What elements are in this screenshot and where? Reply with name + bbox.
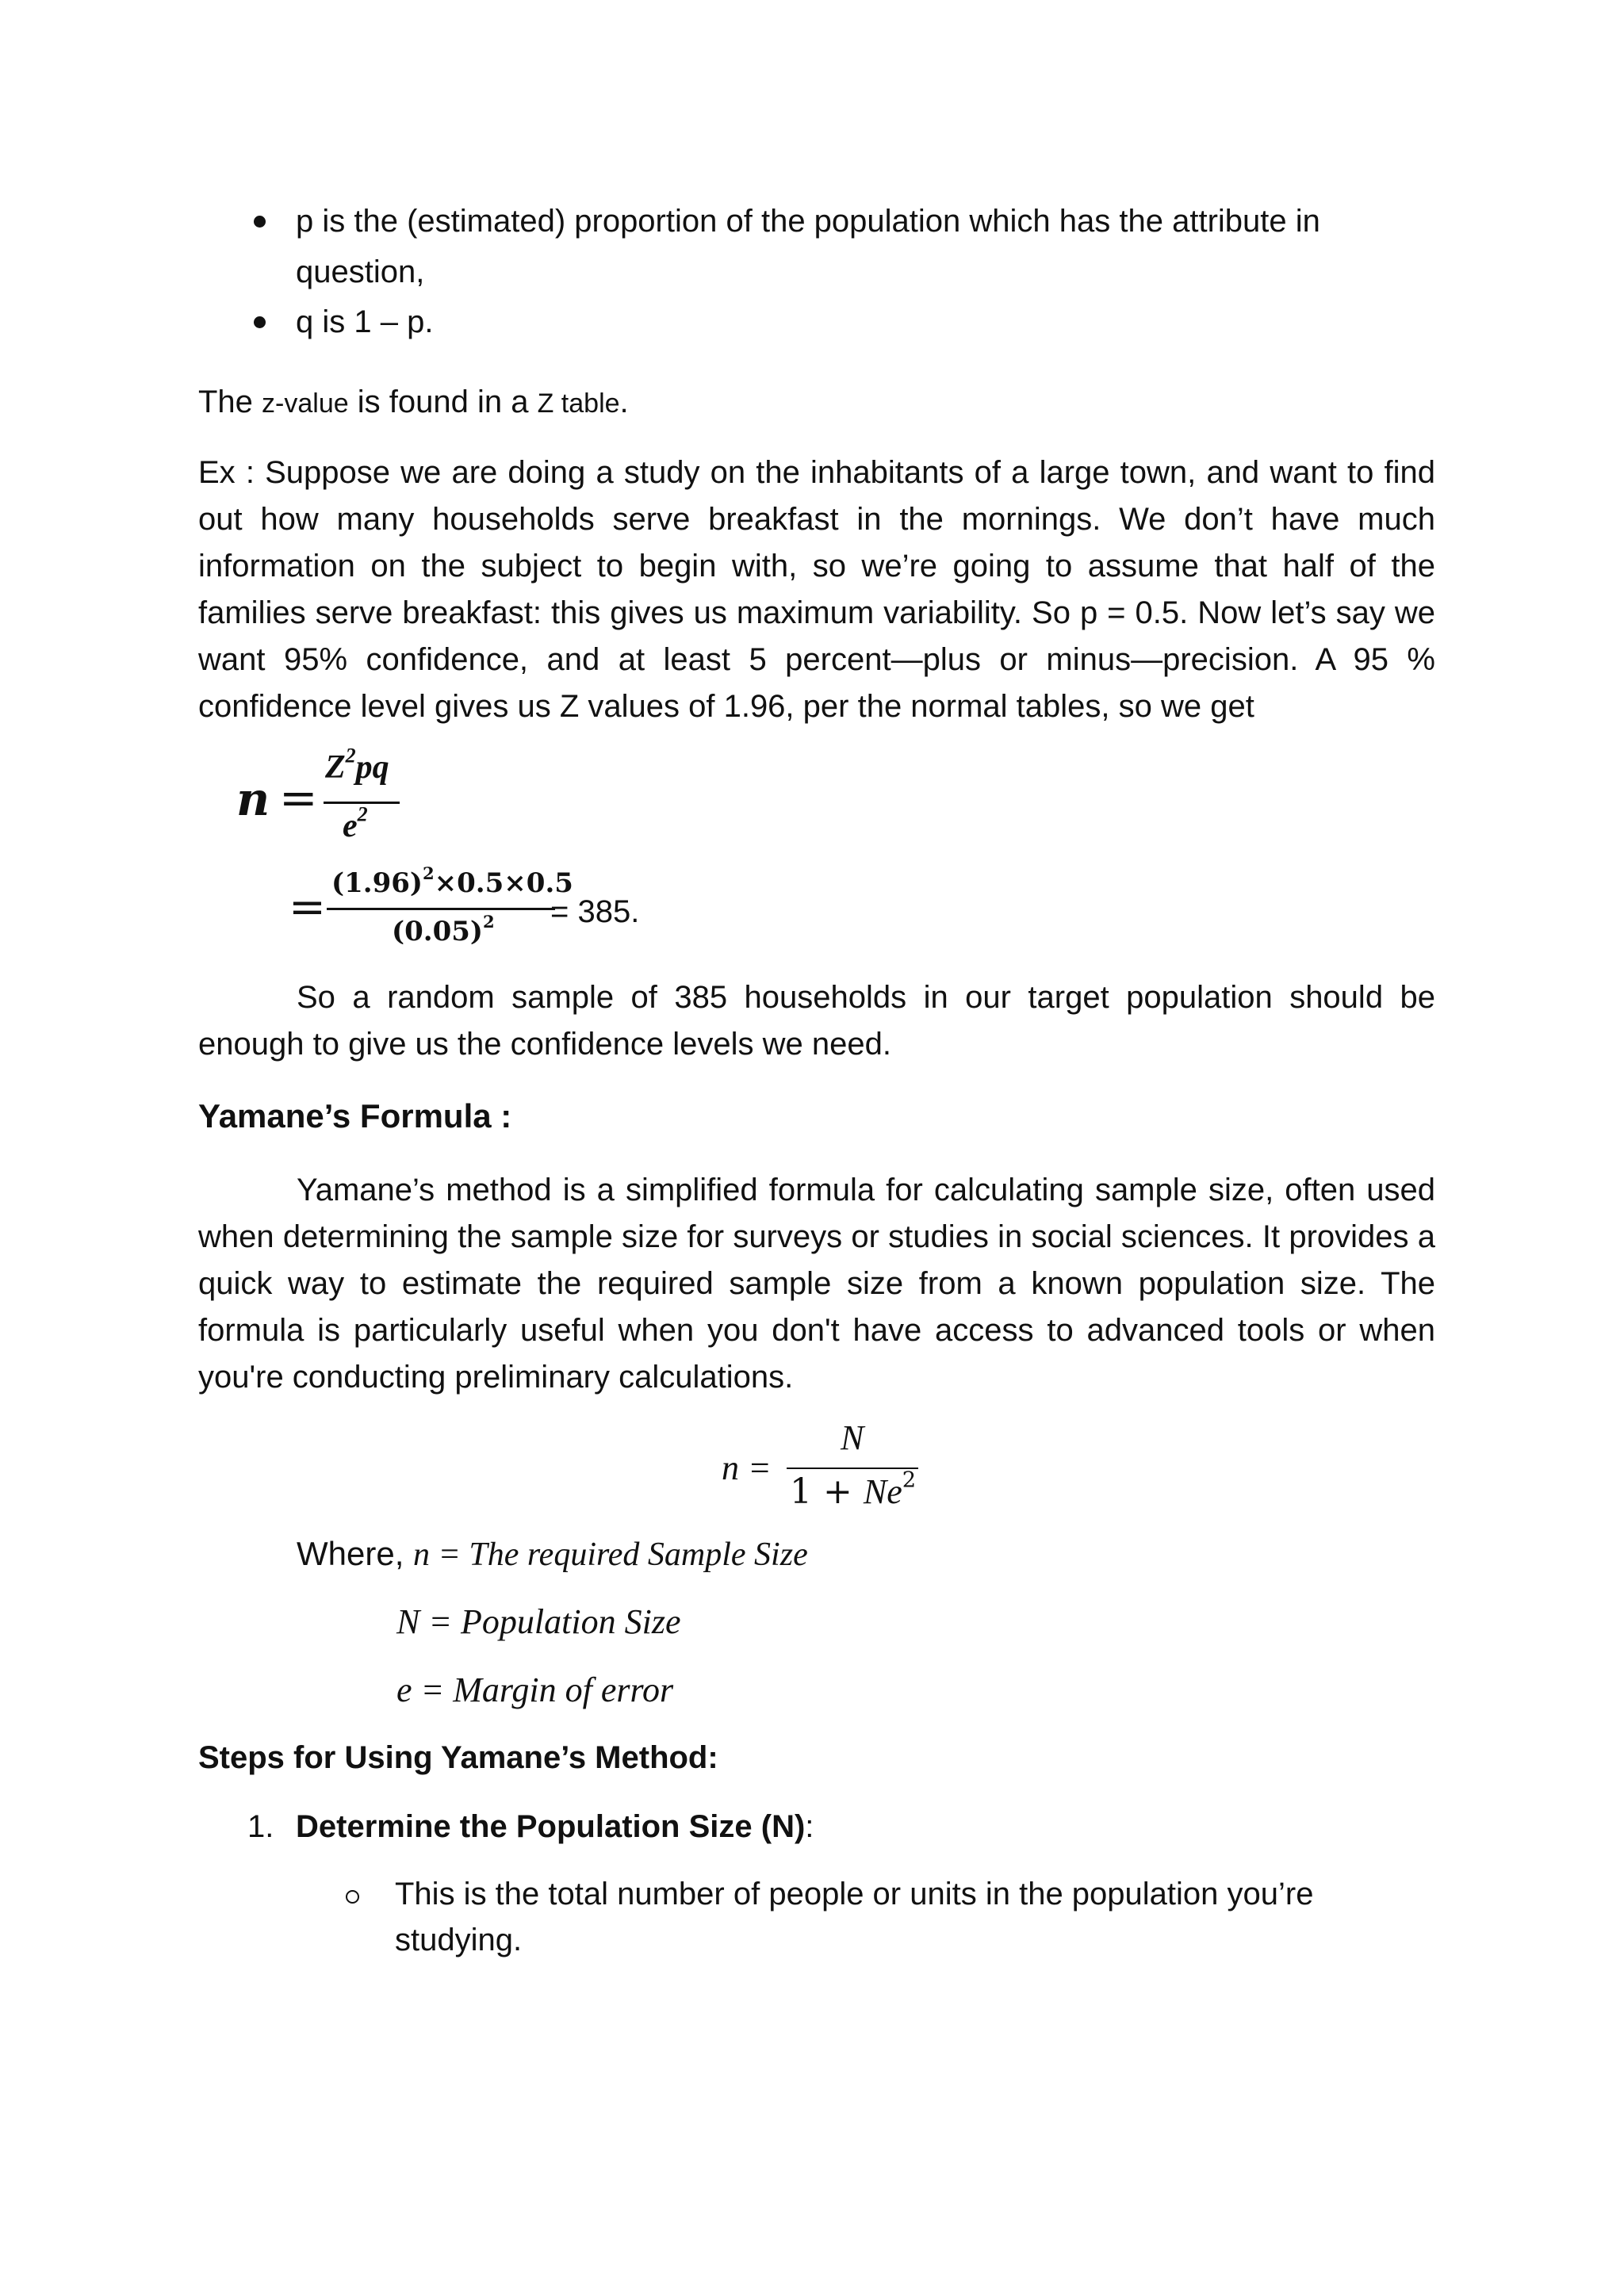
step-1-suffix: :	[805, 1809, 814, 1844]
zvalue-text-2: is found in a	[348, 385, 538, 419]
formula2-num-exp: 2	[422, 863, 435, 884]
formula3-den-ne: Ne	[863, 1472, 902, 1511]
formula2-den-exp: 2	[482, 912, 495, 932]
definition-2: N = Population Size	[396, 1602, 681, 1641]
step-1	[296, 1804, 814, 1850]
bullet-dot	[254, 216, 266, 228]
step-1-title: Determine the Population Size (N)	[296, 1809, 806, 1844]
example-paragraph: Ex : Suppose we are doing a study on the inhabitants of a large town, and want to find out how many households serve breakfast in the mornings. We don’t have much information on the subject to begin with, so we’re going to assume that half of the families serve breakfast: this gives us maximum variability. So p = 0.5. Now let’s say we want 95% confidence, and at least 5 percent—plus or minus—precision. A 95 % confidence level gives us Z values of 1.96, per the normal tables, so we get	[198, 455, 1435, 724]
formula1-denominator	[343, 802, 368, 845]
formula3-den-exp: 2	[902, 1468, 917, 1493]
formula3-numerator: N	[841, 1418, 864, 1457]
sub-bullet-line-2: studying.	[395, 1923, 523, 1957]
formula3-den-one-plus: 1 +	[790, 1471, 864, 1512]
formula1-equals: =	[279, 771, 318, 825]
formula1-n: n	[236, 772, 270, 826]
formula2-fraction-bar	[327, 908, 555, 910]
formula3-fraction-bar	[787, 1468, 918, 1469]
formula2-num-rest: ×0.5×0.5	[434, 867, 573, 899]
formula2-equals: =	[289, 882, 326, 933]
steps-heading: Steps for Using Yamane’s Method:	[198, 1740, 718, 1775]
formula3-lhs: n =	[722, 1448, 772, 1487]
zvalue-text-3: .	[619, 385, 629, 419]
formula2-result: = 385.	[550, 894, 640, 929]
formula2-numerator	[331, 863, 573, 899]
formula1-den-exp: 2	[357, 802, 368, 826]
bullet-dot	[254, 316, 266, 328]
formula1-den-e: e	[343, 808, 358, 844]
formula1-lhs	[236, 772, 270, 826]
formula2-denominator	[392, 912, 495, 947]
definition-1	[297, 1530, 808, 1578]
zvalue-text-1: The	[198, 385, 262, 419]
bullet-2-line-1: q is 1 – p.	[296, 304, 434, 339]
formula1-numerator	[325, 744, 389, 786]
formula3-denominator	[790, 1468, 917, 1512]
formula2-den-base: (0.05)	[392, 916, 483, 947]
formula1-num-pq: pq	[355, 749, 389, 786]
formula2-num-base: (1.96)	[331, 867, 423, 899]
sub-bullet-circle	[346, 1890, 359, 1904]
bullet-1-line-2: question,	[296, 254, 425, 289]
yamane-heading: Yamane’s Formula :	[198, 1097, 512, 1135]
where-label: Where,	[297, 1535, 414, 1572]
sub-bullet-line-1: This is the total number of people or units in the population you’re	[395, 1877, 1314, 1911]
formula1-num-exp: 2	[345, 744, 356, 767]
zvalue-line	[198, 379, 629, 427]
bullet-1-line-1: p is the (estimated) proportion of the population which has the attribute in	[296, 204, 1320, 239]
definition-3: e = Margin of error	[396, 1670, 674, 1709]
formula1-num-z: Z	[325, 749, 346, 786]
definition-n: n = The required Sample Size	[413, 1536, 808, 1573]
zvalue-term: z-value	[262, 388, 349, 419]
yamane-paragraph: Yamane’s method is a simplified formula for calculating sample size, often used when determining the sample size for surveys or studies in social sciences. It provides a quick way to estimate the required sample size from a known population size. The formula is particularly useful when you don't have access to advanced tools or when you're conducting preliminary calculations.	[198, 1173, 1435, 1395]
sample-paragraph: So a random sample of 385 households in our target population should be enough to give us the confidence levels we need.	[198, 980, 1435, 1062]
step-1-number: 1.	[247, 1809, 274, 1844]
z-table-term: Z table	[537, 388, 620, 419]
